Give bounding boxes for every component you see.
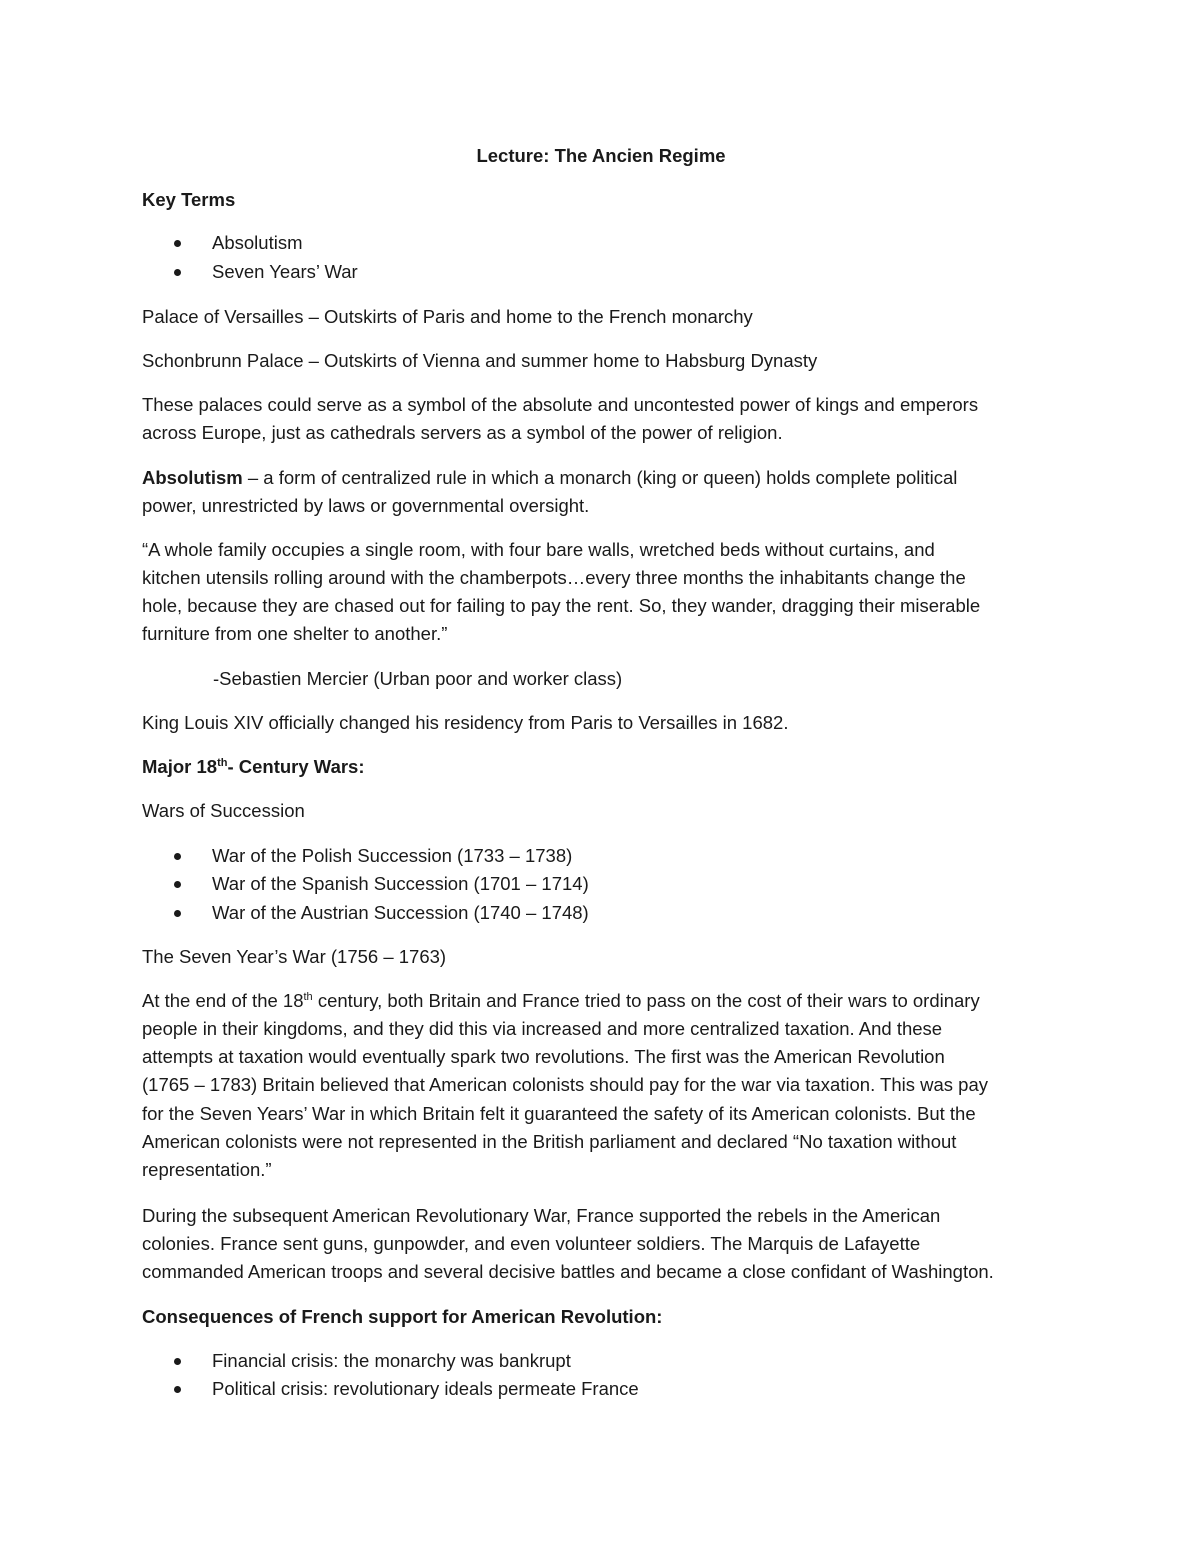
quote-line: “A whole family occupies a single room, with four bare walls, wretched beds without curtains, and <box>142 539 935 560</box>
revwar-paragraph-line: During the subsequent American Revolutionary War, France supported the rebels in the American <box>142 1205 941 1226</box>
louis-line: King Louis XIV officially changed his residency from Paris to Versailles in 1682. <box>142 712 789 733</box>
taxation-paragraph-line <box>142 987 980 1015</box>
bullet-icon <box>174 1358 181 1365</box>
revwar-paragraph-line: colonies. France sent guns, gunpowder, and even volunteer soldiers. The Marquis de Lafayette <box>142 1233 921 1254</box>
schonbrunn-line: Schonbrunn Palace – Outskirts of Vienna and summer home to Habsburg Dynasty <box>142 350 818 371</box>
list-item-text: Political crisis: revolutionary ideals permeate France <box>212 1378 639 1399</box>
bullet-icon <box>174 1386 181 1393</box>
taxation-paragraph-line: (1765 – 1783) Britain believed that American colonists should pay for the war via taxation. This was pay <box>142 1074 988 1095</box>
list-item-text: War of the Polish Succession (1733 – 1738) <box>212 845 573 866</box>
seven-years-line: The Seven Year’s War (1756 – 1763) <box>142 946 447 967</box>
taxation-paragraph-line: people in their kingdoms, and they did this via increased and more centralized taxation. And these <box>142 1018 943 1039</box>
absolutism-definition <box>142 464 957 492</box>
list-item-text: War of the Austrian Succession (1740 – 1748) <box>212 902 589 923</box>
list-item-text: Absolutism <box>212 232 303 253</box>
wars-heading-text: - Century Wars: <box>227 756 365 777</box>
ordinal-superscript: th <box>217 757 228 769</box>
bullet-icon <box>174 240 181 247</box>
quote-line: furniture from one shelter to another.” <box>142 623 448 644</box>
palaces-paragraph-line: across Europe, just as cathedrals servers as a symbol of the power of religion. <box>142 422 783 443</box>
consequences-heading: Consequences of French support for American Revolution: <box>142 1306 663 1327</box>
quote-attribution: -Sebastien Mercier (Urban poor and worker class) <box>213 668 623 689</box>
wars-heading-text: Major 18 <box>142 756 218 777</box>
bullet-icon <box>174 910 181 917</box>
list-item-text: War of the Spanish Succession (1701 – 1714) <box>212 873 589 894</box>
bullet-icon <box>174 881 181 888</box>
wars-heading <box>142 753 365 781</box>
palaces-paragraph-line: These palaces could serve as a symbol of the absolute and uncontested power of kings and emperors <box>142 394 979 415</box>
taxation-paragraph-line: American colonists were not represented in the British parliament and declared “No taxation without <box>142 1131 957 1152</box>
taxation-paragraph-line: representation.” <box>142 1159 272 1180</box>
quote-line: hole, because they are chased out for failing to pay the rent. So, they wander, dragging their miserable <box>142 595 981 616</box>
quote-line: kitchen utensils rolling around with the chamberpots…every three months the inhabitants change the <box>142 567 966 588</box>
ordinal-superscript: th <box>303 991 313 1003</box>
taxation-paragraph-line: attempts at taxation would eventually spark two revolutions. The first was the American Revolution <box>142 1046 945 1067</box>
revwar-paragraph-line: commanded American troops and several decisive battles and became a close confidant of Washington. <box>142 1261 994 1282</box>
bullet-icon <box>174 269 181 276</box>
key-terms-heading: Key Terms <box>142 189 236 210</box>
versailles-line: Palace of Versailles – Outskirts of Paris and home to the French monarchy <box>142 306 753 327</box>
absolutism-definition-line: power, unrestricted by laws or governmental oversight. <box>142 495 590 516</box>
bullet-icon <box>174 853 181 860</box>
list-item-text: Financial crisis: the monarchy was bankrupt <box>212 1350 571 1371</box>
absolutism-term: Absolutism <box>142 467 243 488</box>
document-title: Lecture: The Ancien Regime <box>476 145 726 166</box>
list-item-text: Seven Years’ War <box>212 261 358 282</box>
taxation-paragraph-line: for the Seven Years’ War in which Britain felt it guaranteed the safety of its American colonists. But the <box>142 1103 976 1124</box>
taxation-text: At the end of the 18 <box>142 990 304 1011</box>
absolutism-definition-text: – a form of centralized rule in which a monarch (king or queen) holds complete political <box>242 467 958 488</box>
taxation-text: century, both Britain and France tried to pass on the cost of their wars to ordinary <box>312 990 980 1011</box>
succession-heading: Wars of Succession <box>142 800 305 821</box>
